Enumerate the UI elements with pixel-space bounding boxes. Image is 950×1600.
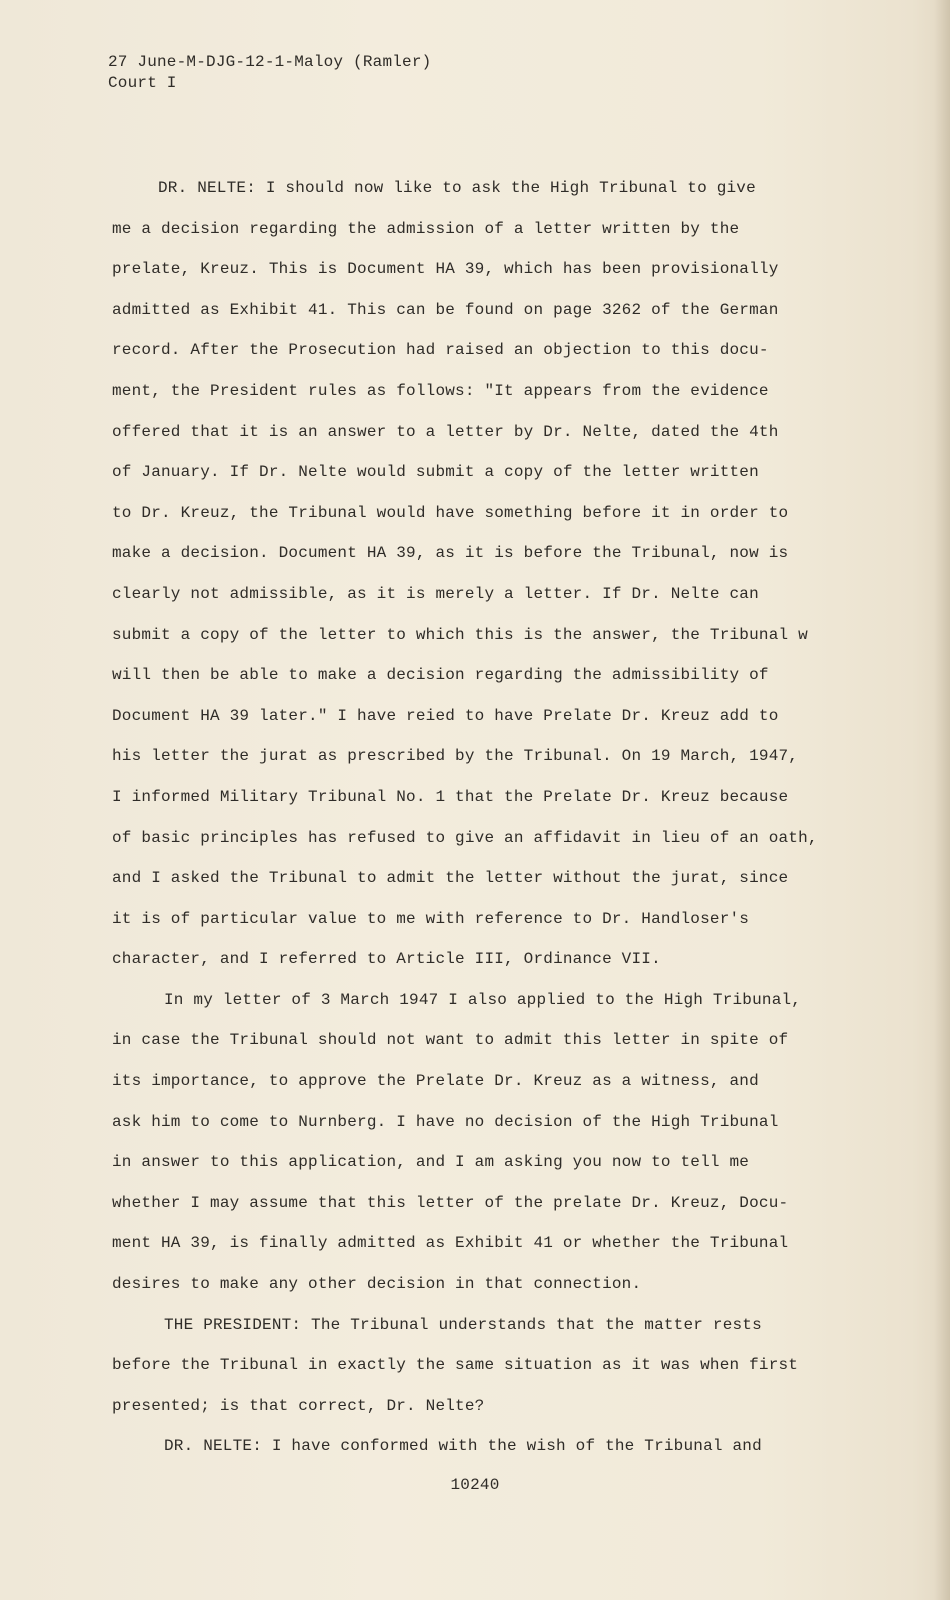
transcript-line: DR. NELTE: I should now like to ask the High Tribunal to give — [158, 179, 756, 197]
transcript-line: admitted as Exhibit 41. This can be found on page 3262 of the German — [112, 300, 779, 319]
transcript-line: presented; is that correct, Dr. Nelte? — [112, 1396, 485, 1415]
transcript-line: me a decision regarding the admission of a letter written by the — [112, 219, 740, 238]
transcript-line: in answer to this application, and I am asking you now to tell me — [112, 1153, 750, 1172]
transcript-line: will then be able to make a decision regarding the admissibility of — [112, 666, 769, 685]
transcript-line: I informed Military Tribunal No. 1 that the Prelate Dr. Kreuz because — [112, 787, 789, 806]
transcript-line: prelate, Kreuz. This is Document HA 39, which has been provisionally — [112, 260, 779, 279]
transcript-line: its importance, to approve the Prelate Dr. Kreuz as a witness, and — [112, 1072, 759, 1091]
transcript-line: offered that it is an answer to a letter by Dr. Nelte, dated the 4th — [112, 422, 779, 441]
transcript-line: make a decision. Document HA 39, as it is before the Tribunal, now is — [112, 544, 789, 563]
transcript-line: whether I may assume that this letter of the prelate Dr. Kreuz, Docu- — [112, 1193, 789, 1212]
header-line-reference: 27 June-M-DJG-12-1-Maloy (Ramler) — [108, 53, 432, 71]
transcript-line: and I asked the Tribunal to admit the letter without the jurat, since — [112, 869, 789, 888]
page-number: 10240 — [450, 1476, 500, 1494]
transcript-line: submit a copy of the letter to which this is the answer, the Tribunal w — [112, 625, 808, 644]
transcript-line: in case the Tribunal should not want to admit this letter in spite of — [112, 1031, 789, 1050]
header-line-court: Court I — [108, 74, 177, 92]
document-header — [108, 52, 431, 94]
transcript-line: ask him to come to Nurnberg. I have no decision of the High Tribunal — [112, 1112, 779, 1131]
transcript-line: DR. NELTE: I have conformed with the wish of the Tribunal and — [164, 1437, 762, 1456]
transcript-line: character, and I referred to Article III, Ordinance VII. — [112, 950, 661, 969]
transcript-line: Document HA 39 later." I have reied to have Prelate Dr. Kreuz add to — [112, 706, 779, 725]
transcript-line: ment, the President rules as follows: "It appears from the evidence — [112, 381, 769, 400]
transcript-body — [112, 168, 852, 1467]
transcript-line: In my letter of 3 March 1947 I also applied to the High Tribunal, — [164, 990, 802, 1009]
transcript-line: clearly not admissible, as it is merely a letter. If Dr. Nelte can — [112, 584, 759, 603]
transcript-line: it is of particular value to me with reference to Dr. Handloser's — [112, 909, 750, 928]
transcript-line: of basic principles has refused to give an affidavit in lieu of an oath, — [112, 828, 818, 847]
transcript-line: before the Tribunal in exactly the same situation as it was when first — [112, 1356, 799, 1375]
transcript-line: THE PRESIDENT: The Tribunal understands that the matter rests — [164, 1315, 762, 1334]
transcript-line: his letter the jurat as prescribed by the Tribunal. On 19 March, 1947, — [112, 747, 799, 766]
transcript-line: of January. If Dr. Nelte would submit a copy of the letter written — [112, 463, 759, 482]
transcript-line: record. After the Prosecution had raised an objection to this docu- — [112, 341, 769, 360]
transcript-line: ment HA 39, is finally admitted as Exhibit 41 or whether the Tribunal — [112, 1234, 789, 1253]
transcript-line: desires to make any other decision in that connection. — [112, 1275, 642, 1294]
transcript-line: to Dr. Kreuz, the Tribunal would have something before it in order to — [112, 503, 789, 522]
